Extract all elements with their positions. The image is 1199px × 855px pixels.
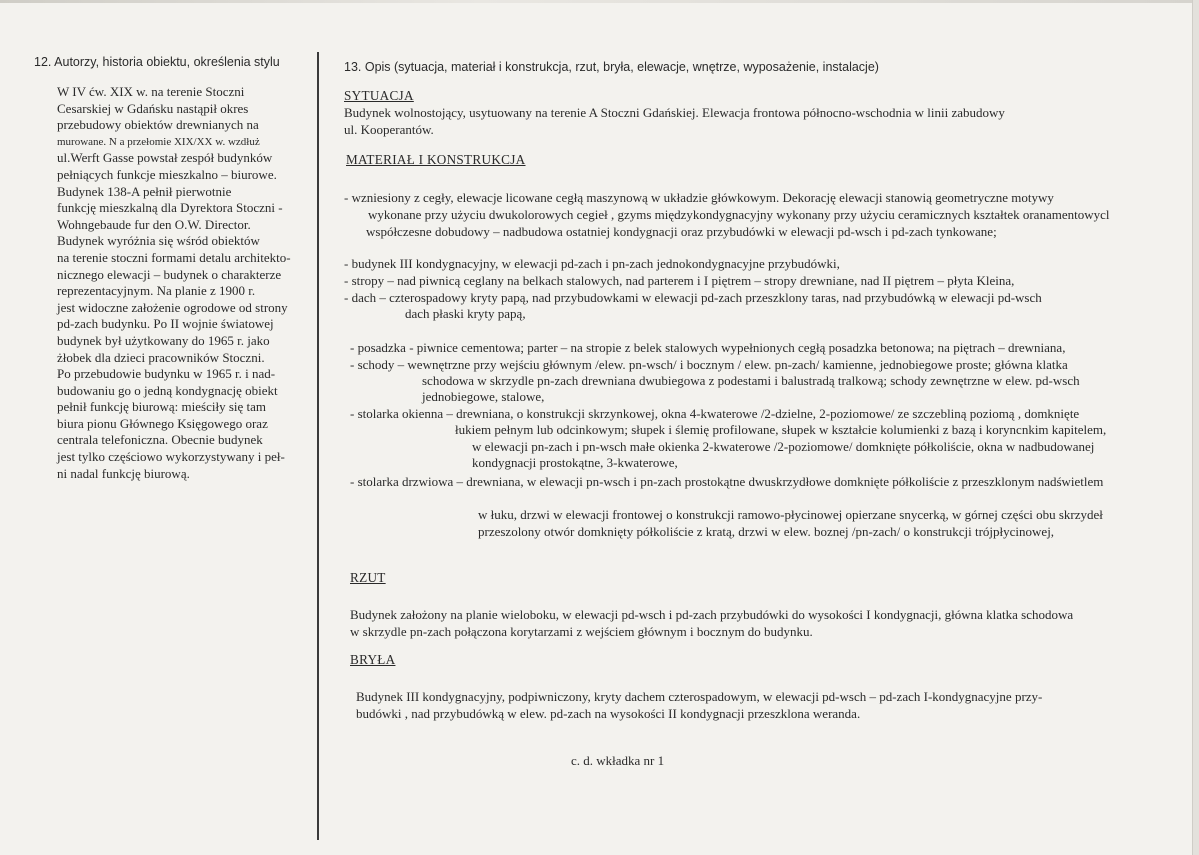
material-line: - stolarka drzwiowa – drewniana, w elewacji pn-wsch i pn-zach prostokątne dwuskrzydłowe domknięte półkoliście z przeszklonym nadświetlem — [350, 474, 1104, 489]
history-line: Po przebudowie budynku w 1965 r. i nad- — [57, 366, 276, 382]
history-line: Budynek wyróżnia się wśród obiektów — [57, 233, 260, 249]
history-line: funkcję mieszkalną dla Dyrektora Stoczni - — [57, 200, 283, 216]
rzut-text — [350, 607, 1073, 640]
material-line: współczesne dobudowy – nadbudowa ostatniej kondygnacji oraz przybudówki w elewacji pd-wsch i pd-zach tynkowane; — [366, 224, 997, 239]
history-line: pd-zach budynku. Po II wojnie światowej — [57, 316, 274, 332]
material-line: dach płaski kryty papą, — [405, 306, 526, 321]
bryla-line: Budynek III kondygnacyjny, podpiwniczony, kryty dachem czterospadowym, w elewacji pd-wsch – pd-zach I-kondygnacyjne przy- — [356, 689, 1043, 704]
material-line: kondygnacji prostokątne, 3-kwaterowe, — [472, 455, 678, 470]
bryla-text — [356, 689, 1042, 722]
material-line: jednobiegowe, stalowe, — [422, 389, 545, 404]
history-line: pełniących funkcje mieszkalno – biurowe. — [57, 166, 277, 182]
history-line: budynek był użytkowany do 1965 r. jako — [57, 332, 270, 348]
section-title-sytuacja: SYTUACJA — [344, 88, 414, 103]
material-line: - stropy – nad piwnicą ceglany na belkach stalowych, nad parterem i I piętrem – stropy drewniane, nad II piętrem – płyta Kleina, — [344, 273, 1015, 288]
material-line: przeszolony otwór domknięty półkoliście z kratą, drzwi w elew. boznej /pn-zach/ o konstrukcji trójpłycinowej, — [478, 524, 1055, 539]
material-line: w łuku, drzwi w elewacji frontowej o konstrukcji ramowo-płycinowej opierzane snycerką, w górnej części obu skrzydeł — [478, 507, 1103, 522]
scan-top-edge — [0, 0, 1199, 3]
history-line: budowaniu go o jedną kondygnację obiekt — [57, 382, 278, 398]
material-line: - budynek III kondygnacyjny, w elewacji pd-zach i pn-zach jednokondygnacyjne przybudówki, — [344, 256, 840, 271]
right-heading: 13. Opis (sytuacja, materiał i konstrukcja, rzut, bryła, elewacje, wnętrze, wyposażenie, instalacje) — [344, 60, 879, 74]
history-line: reprezentacyjnym. Na planie z 1900 r. — [57, 283, 256, 299]
history-line: murowane. N a przełomie XIX/XX w. wzdłuż — [57, 135, 260, 148]
material-line: w elewacji pn-zach i pn-wsch małe okienka 2-kwaterowe /2-poziomowe/ domknięte półkoliście, okna w nadbudowanej — [472, 439, 1095, 454]
history-text — [57, 84, 317, 482]
material-line: wykonane przy użyciu dwukolorowych cegieł , gzyms międzykondygnacyjny wykonany przy użyciu ceramicznych kształtek oranamentowycl — [368, 207, 1110, 222]
material-line: - wzniesiony z cegły, elewacje licowane cegłą maszynową w układzie główkowym. Dekorację elewacji stanowią geometryczne motywy — [344, 190, 1054, 205]
history-line: pełnił funkcję biurową: mieściły się tam — [57, 399, 267, 415]
material-line: - stolarka okienna – drewniana, o konstrukcji skrzynkowej, okna 4-kwaterowe /2-dzielne, 2-poziomowe/ ze szczebliną poziomą , domknięte — [350, 406, 1080, 421]
material-line: łukiem pełnym lub odcinkowym; słupek i ślemię profilowane, słupek w kształcie kolumienki z bazą i koryncnkim kapitelem, — [455, 422, 1107, 437]
scan-right-edge — [1192, 0, 1199, 855]
material-line: schodowa w skrzydle pn-zach drewniana dwubiegowa z podestami i balustradą tralkową; schody zewnętrzne w elew. pd-wsch — [422, 373, 1080, 388]
column-divider — [317, 52, 319, 840]
left-heading: 12. Autorzy, historia obiektu, określenia stylu — [34, 55, 280, 69]
sytuacja-text — [344, 105, 1005, 138]
history-line: jest widoczne założenie ogrodowe od strony — [57, 299, 288, 315]
history-line: na terenie stoczni formami detalu architekto- — [57, 249, 291, 265]
history-line: żłobek dla dzieci pracowników Stoczni. — [57, 349, 265, 365]
history-line: przebudowy obiektów drewnianych na — [57, 117, 259, 133]
history-line: jest tylko częściowo wykorzystywany i peł- — [57, 449, 285, 465]
sytuacja-line: Budynek wolnostojący, usytuowany na terenie A Stoczni Gdańskiej. Elewacja frontowa północno-wschodnia w linii zabudowy — [344, 105, 1005, 120]
history-line: biura pionu Głównego Księgowego oraz — [57, 415, 268, 431]
continuation-note: c. d. wkładka nr 1 — [571, 753, 665, 768]
rzut-line: w skrzydle pn-zach połączona korytarzami z wejściem głównym i bocznym do budynku. — [350, 623, 813, 639]
material-line: - dach – czterospadowy kryty papą, nad przybudowkami w elewacji pd-zach przeszklony taras, nad przybudówką w elewacji pd-wsch — [344, 290, 1042, 305]
rzut-line: Budynek założony na planie wieloboku, w elewacji pd-wsch i pd-zach przybudówki do wysokości I kondygnacji, główna klatka schodowa — [350, 607, 1074, 622]
history-line: Cesarskiej w Gdańsku nastąpił okres — [57, 100, 249, 116]
bryla-line: budówki , nad przybudówką w elew. pd-zach na wysokości II kondygnacji przeszklona weranda. — [356, 705, 861, 721]
history-line: ul.Werft Gasse powstał zespół budynków — [57, 150, 273, 166]
section-title-bryla: BRYŁA — [350, 652, 396, 667]
history-line: Wohngebaude fur den O.W. Director. — [57, 216, 251, 232]
history-line: ni nadal funkcję biurową. — [57, 465, 190, 481]
history-line: centrala telefoniczna. Obecnie budynek — [57, 432, 263, 448]
section-title-material: MATERIAŁ I KONSTRUKCJA — [346, 152, 526, 167]
history-line: Budynek 138-A pełnił pierwotnie — [57, 183, 232, 199]
material-line: - posadzka - piwnice cementowa; parter – na stropie z belek stalowych wypełnionych cegłą posadzka betonowa; na piętrach – drewniana, — [350, 340, 1066, 355]
history-line: W IV ćw. XIX w. na terenie Stoczni — [57, 84, 245, 99]
section-title-rzut: RZUT — [350, 570, 386, 585]
sytuacja-line: ul. Kooperantów. — [344, 121, 434, 137]
history-line: nicznego elewacji – budynek o charakterze — [57, 266, 282, 282]
material-line: - schody – wewnętrzne przy wejściu głównym /elew. pn-wsch/ i bocznym / elew. pn-zach/ kamienne, jednobiegowe proste; główna klatka — [350, 357, 1068, 372]
